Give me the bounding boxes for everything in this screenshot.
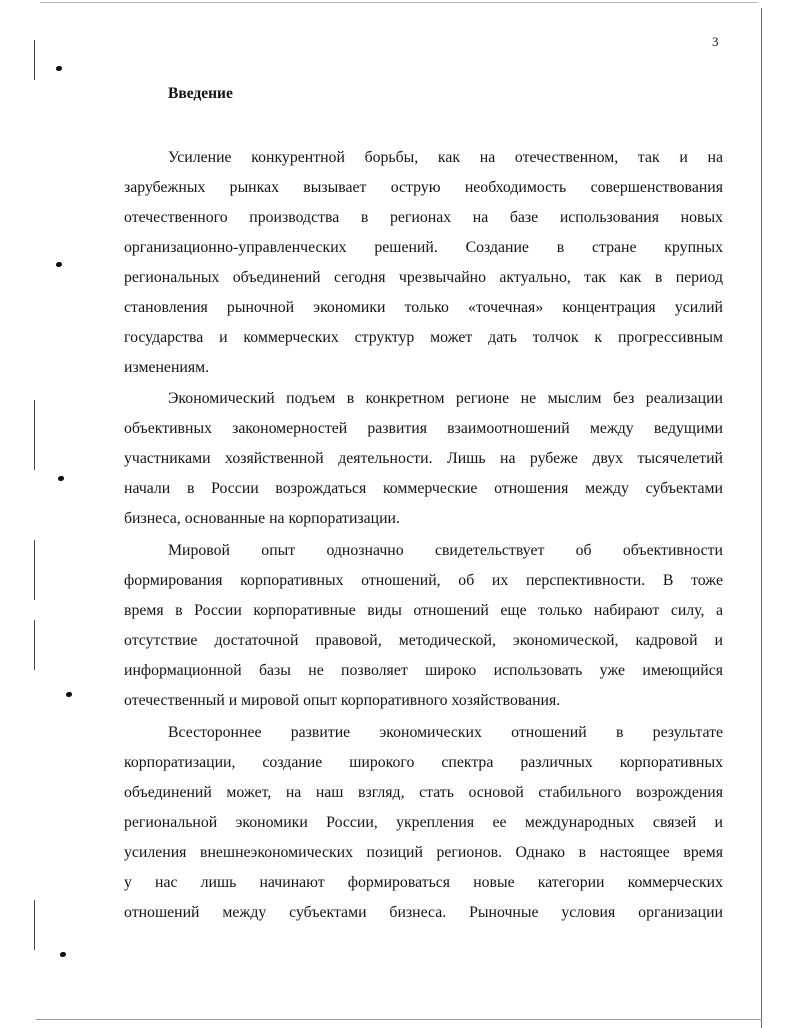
text-line: зарубежных рынках вызывает острую необходимость совершенствования [124, 179, 723, 196]
text-line: отечественного производства в регионах на базе использования новых [124, 209, 723, 226]
binding-hole-mark [56, 262, 62, 267]
text-line: изменениям. [124, 359, 210, 376]
text-line: Всестороннее развитие экономических отношений в результате [168, 724, 723, 741]
text-line: корпоратизации, создание широкого спектра различных корпоративных [124, 754, 723, 771]
binding-hole-mark [66, 692, 72, 697]
text-line: Усиление конкурентной борьбы, как на отечественном, так и на [168, 149, 723, 166]
text-line: участниками хозяйственной деятельности. Лишь на рубеже двух тысячелетий [124, 450, 723, 467]
text-line: отсутствие достаточной правовой, методической, экономической, кадровой и [124, 632, 723, 649]
left-edge-mark [34, 900, 35, 950]
section-heading: Введение [168, 85, 233, 102]
binding-hole-mark [58, 476, 64, 481]
binding-hole-mark [60, 952, 66, 957]
text-line: региональной экономики России, укрепления ее международных связей и [124, 814, 723, 831]
left-edge-mark [34, 540, 35, 600]
text-line: Экономический подъем в конкретном регионе не мыслим без реализации [168, 390, 723, 407]
binding-hole-mark [56, 66, 62, 71]
text-line: региональных объединений сегодня чрезвычайно актуально, так как в период [124, 269, 723, 286]
text-line: становления рыночной экономики только «точечная» концентрация усилий [124, 299, 723, 316]
text-line: отечественный и мировой опыт корпоративного хозяйствования. [124, 692, 561, 709]
text-line: Мировой опыт однозначно свидетельствует об объективности [168, 542, 723, 559]
text-line: формирования корпоративных отношений, об их перспективности. В тоже [124, 572, 723, 589]
text-line: государства и коммерческих структур может дать толчок к прогрессивным [124, 329, 723, 346]
text-line: информационной базы не позволяет широко использовать уже имеющийся [124, 662, 723, 679]
left-edge-mark [34, 400, 35, 470]
scan-border-bottom [36, 1019, 762, 1020]
text-line: бизнеса, основанные на корпоратизации. [124, 510, 400, 527]
text-line: организационно-управленческих решений. Создание в стране крупных [124, 239, 723, 256]
left-edge-mark [34, 620, 35, 670]
scan-border-right [761, 8, 762, 1028]
text-line: усиления внешнеэкономических позиций регионов. Однако в настоящее время [124, 844, 723, 861]
text-line: у нас лишь начинают формироваться новые категории коммерческих [124, 874, 723, 891]
text-line: отношений между субъектами бизнеса. Рыночные условия организации [124, 904, 723, 921]
scan-border-top [40, 2, 758, 3]
page-number: 3 [712, 34, 719, 49]
left-edge-mark [34, 40, 35, 80]
text-line: время в России корпоративные виды отношений еще только набирают силу, а [124, 602, 723, 619]
text-line: объединений может, на наш взгляд, стать основой стабильного возрождения [124, 784, 723, 801]
text-line: начали в России возрождаться коммерческие отношения между субъектами [124, 480, 723, 497]
text-line: объективных закономерностей развития взаимоотношений между ведущими [124, 420, 723, 437]
